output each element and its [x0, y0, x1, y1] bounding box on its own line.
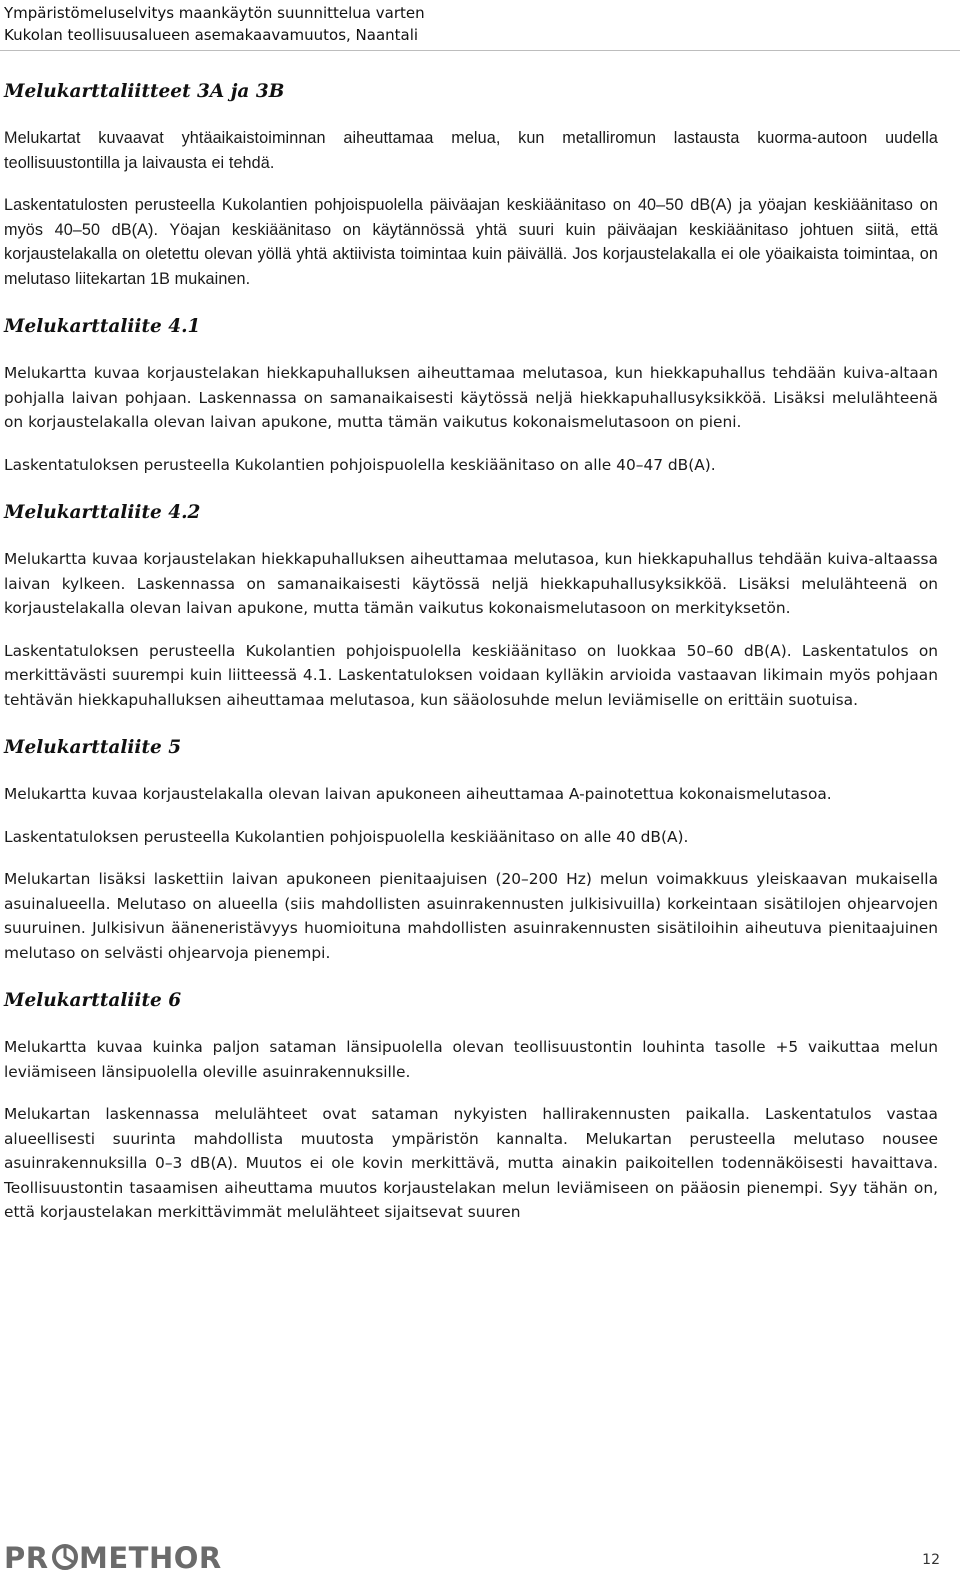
page-number: 12 [922, 1552, 940, 1568]
paragraph: Melukartta kuvaa korjaustelakalla olevan laivan apukoneen aiheuttamaa A-painotettua kokonaismelutasoa. [4, 785, 832, 803]
section-liitteet-3a-3b [4, 78, 938, 291]
svg-text:PR: PR [4, 1541, 49, 1574]
section-heading: Melukarttaliite 5 [4, 737, 182, 758]
paragraph: Laskentatuloksen perusteella Kukolantien pohjoispuolella keskiäänitaso on luokkaa 50–60 dB(A). Laskentatulos on merkittävästi suurempi kuin liitteessä 4.1. Laskentatuloksen voidaan kylläkin arvioida vastaavan likimain myös pohjaan tehtävän hiekkapuhalluksen aiheuttamaa melutasoa, kun sääolosuhde melun leviämiselle on erittäin suotuisa. [4, 641, 938, 709]
paragraph: Melukartan laskennassa melulähteet ovat sataman nykyisten hallirakennusten paikalla. Laskentatulos vastaa alueellisesti suurinta mahdollista muutosta ympäristön kannalta. Melukartan perusteella melutaso nousee asuinrakennuksilla 0–3 dB(A). Muutos ei ole kovin merkittävä, mutta ainakin paikoitellen todennäköisesti havaittava. Teollisuustontin tasaamisen aiheuttama muutos korjaustelakan melun leviämiseen on pääosin pienempi. Syy tähän on, että korjaustelakan merkittävimmät melulähteet sijaitsevat suuren [4, 1105, 938, 1221]
section-liite-4-2 [4, 499, 938, 712]
header-divider [0, 50, 960, 51]
paragraph: Melukartta kuvaa kuinka paljon sataman länsipuolella olevan teollisuustontin louhinta tasolle +5 vaikuttaa melun leviämiseen länsipuolella oleville asuinrakennuksille. [4, 1038, 938, 1081]
paragraph: Laskentatuloksen perusteella Kukolantien pohjoispuolella keskiäänitaso on alle 40–47 dB(A). [4, 455, 716, 474]
paragraph: Melukartat kuvaavat yhtäaikaistoiminnan aiheuttamaa melua, kun metalliromun lastausta kuorma-autoon uudella teollisuustontilla ja laivausta ei tehdä. [4, 129, 938, 172]
svg-text:METHOR: METHOR [79, 1541, 222, 1574]
section-heading: Melukarttaliite 6 [4, 990, 182, 1011]
section-heading: Melukarttaliite 4.1 [4, 316, 201, 337]
paragraph: Melukartan lisäksi laskettiin laivan apukoneen pienitaajuisen (20–200 Hz) melun voimakkuus yleiskaavan mukaisella asuinalueella. Melutaso on alueella (siis mahdollisten asuinrakennusten julkisivuilla) korkeintaan sisätilojen ohjearvojen suuruinen. Julkisivun ääneneristävyys huomioituna mahdollisten asuinrakennusten sisätiloihin aiheutuva pienitaajuinen melutaso on selvästi ohjearvoja pienempi. [4, 870, 938, 962]
section-liite-4-1 [4, 313, 938, 477]
promethor-logo [4, 1540, 264, 1574]
paragraph: Melukartta kuvaa korjaustelakan hiekkapuhalluksen aiheuttamaa melutasoa, kun hiekkapuhallus tehdään kuiva-altaassa laivan kylkeen. Laskennassa on samanaikaisesti käytössä neljä hiekkapuhallusyksikköä. Lisäksi melulähteenä on korjaustelakalla olevan laivan apukone, mutta tämän vaikutus kokonaismelutasoon on merkityksetön. [4, 550, 938, 617]
header-line-1: Ympäristömeluselvitys maankäytön suunnittelua varten [4, 4, 425, 22]
section-liite-6 [4, 987, 938, 1225]
section-liite-5 [4, 734, 938, 965]
paragraph: Laskentatuloksen perusteella Kukolantien pohjoispuolella keskiäänitaso on alle 40 dB(A). [4, 827, 689, 846]
promethor-logo-mark [4, 1540, 254, 1574]
paragraph: Melukartta kuvaa korjaustelakan hiekkapuhalluksen aiheuttamaa melutasoa, kun hiekkapuhallus tehdään kuiva-altaan pohjalla laivan pohjaan. Laskennassa on samanaikaisesti käytössä neljä hiekkapuhallusyksikköä. Lisäksi melulähteenä on korjaustelakalla olevan laivan apukone, mutta tämän vaikutus kokonaismelutasoon on pieni. [4, 364, 938, 431]
page-header [4, 2, 425, 46]
header-line-2: Kukolan teollisuusalueen asemakaavamuutos, Naantali [4, 26, 419, 44]
paragraph: Laskentatulosten perusteella Kukolantien pohjoispuolella päiväajan keskiäänitaso on 40–50 dB(A) ja yöajan keskiäänitaso on myös 40–50 dB(A). Yöajan keskiäänitaso on käytännössä yhtä suuri kuin päiväajan keskiäänitaso johtuen siitä, että korjaustelakalla on oletettu olevan yöllä yhtä aktiivista toimintaa kuin päivällä. Jos korjaustelakalla ei ole yöaikaista toimintaa, on melutaso liitekartan 1B mukainen. [4, 196, 938, 288]
section-heading: Melukarttaliitteet 3A ja 3B [4, 81, 285, 102]
document-body [4, 78, 938, 1247]
section-heading: Melukarttaliite 4.2 [4, 502, 201, 523]
